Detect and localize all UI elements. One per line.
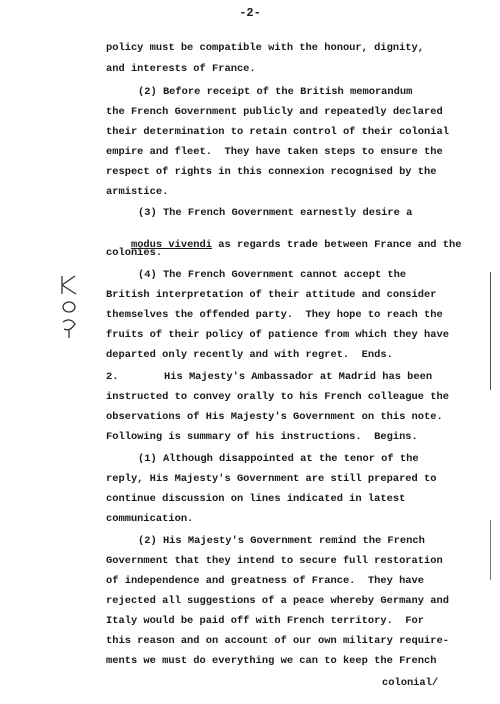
text-line: ments we must do everything we can to keep the French: [106, 655, 437, 667]
text-line: reply, His Majesty's Government are still prepared to: [106, 473, 437, 485]
text-line: continue discussion on lines indicated in latest: [106, 493, 406, 505]
text-line: armistice.: [106, 186, 169, 198]
text-line: Following is summary of his instructions. Begins.: [106, 431, 418, 443]
text-line: Italy would be paid off with French territory. For: [106, 615, 425, 627]
page-number: -2-: [239, 6, 261, 20]
text-line: Government that they intend to secure full restoration: [106, 555, 443, 567]
section-number: 2.: [106, 371, 119, 383]
text-line: empire and fleet. They have taken steps to ensure the: [106, 146, 443, 158]
text-line: policy must be compatible with the honour, dignity,: [106, 42, 425, 54]
text-line: this reason and on account of our own military require-: [106, 635, 449, 647]
text-line: (1) Although disappointed at the tenor of the: [138, 453, 419, 465]
text-line: and interests of France.: [106, 63, 256, 75]
text-line: respect of rights in this connexion recognised by the: [106, 166, 437, 178]
text-line: communication.: [106, 513, 194, 525]
text-line: (4) The French Government cannot accept the: [138, 269, 407, 281]
text-line: their determination to retain control of their colonial: [106, 126, 449, 138]
text-line: fruits of their policy of patience from which they have: [106, 329, 449, 341]
text-line: (3) The French Government earnestly desire a: [138, 207, 413, 219]
scan-edge-line: [490, 520, 491, 580]
text-fragment: as regards trade between France and the: [218, 239, 462, 251]
text-line: colonies.: [106, 247, 163, 259]
text-line: themselves the offended party. They hope to reach the: [106, 309, 443, 321]
text-line: instructed to convey orally to his French colleague the: [106, 391, 449, 403]
scan-edge-line: [490, 272, 491, 390]
text-line: the French Government publicly and repeatedly declared: [106, 106, 443, 118]
handwritten-margin-mark: [58, 272, 80, 342]
text-line: His Majesty's Ambassador at Madrid has been: [164, 371, 433, 383]
text-line: (2) His Majesty's Government remind the French: [138, 535, 425, 547]
text-line: departed only recently and with regret. Ends.: [106, 349, 393, 361]
text-line: rejected all suggestions of a peace whereby Germany and: [106, 595, 449, 607]
underlined-phrase: modus vivendi: [130, 239, 213, 251]
text-line: observations of His Majesty's Government on this note.: [106, 411, 443, 423]
text-line: of independence and greatness of France. They have: [106, 575, 425, 587]
text-line: (2) Before receipt of the British memorandum: [138, 86, 413, 98]
text-line: colonial/: [382, 677, 439, 689]
text-line: British interpretation of their attitude and consider: [106, 289, 437, 301]
